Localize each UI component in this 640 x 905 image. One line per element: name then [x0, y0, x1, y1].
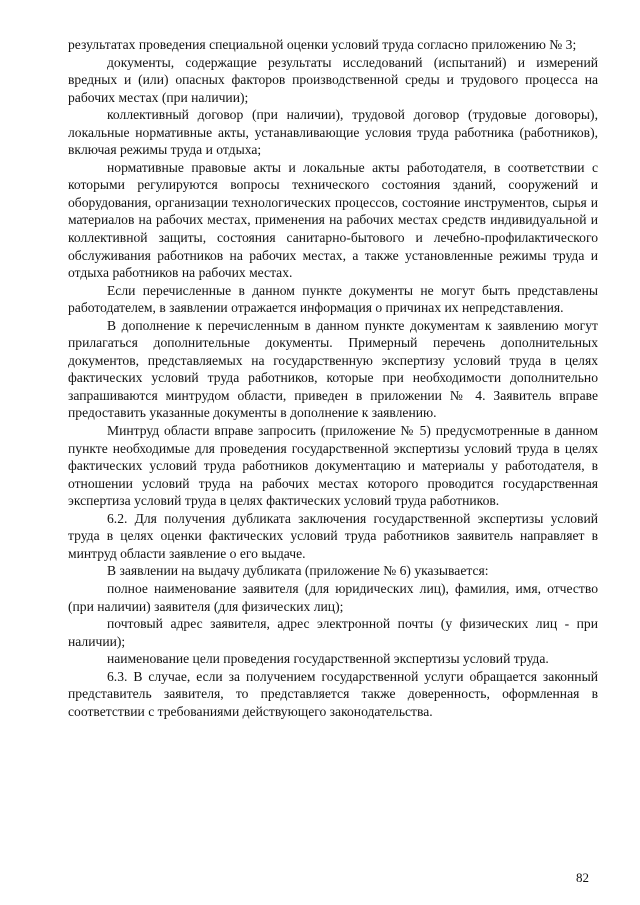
- page-number: 82: [576, 870, 589, 885]
- paragraph-5: Если перечисленные в данном пункте документы не могут быть представлены работодателем, в заявлении отражается информация о причинах их непредставления.: [68, 282, 598, 316]
- paragraph-7: Минтруд области вправе запросить (приложение № 5) предусмотренные в данном пункте необходимые для проведения государственной экспертизы условий труда в целях фактических условий труда работников документацию и материалы у работодателя, в отношении условий труда на рабочих местах которого проводится государственная экспертиза условий труда в целях фактических условий труда работников.: [68, 423, 598, 509]
- paragraph-4: нормативные правовые акты и локальные акты работодателя, в соответствии с которыми регулируются вопросы технического состояния зданий, сооружений и оборудования, организации технологических процессов, состояние инструментов, сырья и материалов на рабочих местах, применения на рабочих местах средств индивидуальной и коллективной защиты, состояния санитарно-бытового и лечебно-профилактического обслуживания работников на рабочих местах, а также установленные режимы труда и отдыха работников на рабочих местах.: [68, 159, 598, 281]
- paragraph-11: почтовый адрес заявителя, адрес электронной почты (у физических лиц - при наличии);: [68, 616, 598, 649]
- paragraph-2: документы, содержащие результаты исследований (испытаний) и измерений вредных и (или) опасных факторов производственной среды и трудового процесса на рабочих местах (при наличии);: [68, 54, 598, 105]
- paragraph-12: наименование цели проведения государственной экспертизы условий труда.: [107, 651, 549, 667]
- paragraph-6: В дополнение к перечисленным в данном пункте документам к заявлению могут прилагаться дополнительные документы. Примерный перечень дополнительных документов, представляемых на государственную экспертизу условий труда в целях фактических условий труда работников, которые при необходимости дополнительно запрашиваются минтрудом области, приведен в приложении № 4. Заявитель вправе предоставить указанные документы в дополнение к заявлению.: [68, 317, 598, 421]
- paragraph-1: результатах проведения специальной оценки условий труда согласно приложению № 3;: [68, 37, 577, 52]
- paragraph-8: 6.2. Для получения дубликата заключения государственной экспертизы условий труда в целях оценки фактических условий труда работников заявитель направляет в минтруд области заявление о его выдаче.: [68, 510, 598, 561]
- document-body: [68, 36, 598, 720]
- paragraph-3: коллективный договор (при наличии), трудовой договор (трудовые договоры), локальные нормативные акты, устанавливающие условия труда работника (работников), включая режимы труда и отдыха;: [68, 107, 598, 158]
- paragraph-9: В заявлении на выдачу дубликата (приложение № 6) указывается:: [107, 563, 489, 579]
- paragraph-10: полное наименование заявителя (для юридических лиц), фамилия, имя, отчество (при наличии) заявителя (для физических лиц);: [68, 580, 598, 614]
- paragraph-13: 6.3. В случае, если за получением государственной услуги обращается законный представитель заявителя, то представляется также доверенность, оформленная в соответствии с требованиями действующего законодательства.: [68, 668, 598, 719]
